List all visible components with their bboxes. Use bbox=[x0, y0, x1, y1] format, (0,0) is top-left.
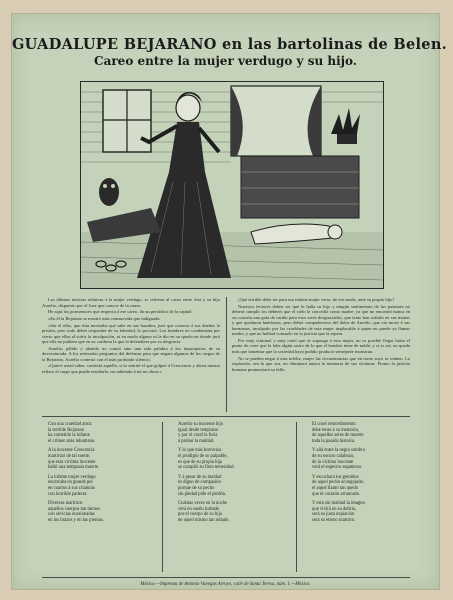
verse-column-2 bbox=[178, 422, 288, 528]
verse-line: es que de su propia hija bbox=[178, 459, 223, 465]
broadside-title: GUADALUPE BEJARANO en las bartolinas de Belen. bbox=[12, 36, 448, 53]
verse-column-1 bbox=[48, 422, 158, 528]
verse-line: halló una temprana muerte. bbox=[48, 465, 100, 471]
verse-line: la terrible Bejarano bbox=[48, 427, 85, 433]
verse-line: encerraba en grande pie bbox=[48, 480, 93, 486]
verse-line: que el corazón arrancado. bbox=[312, 491, 361, 497]
prose-paragraph: No se pueden negar á esta infeliz, mujer las circunstancias que en torno suyo se reúnen. La expiación, sea la que sea, no eliminará nunca la memoria de sus víctimas. Pronto la justicia humana pronunciará su fallo. bbox=[232, 355, 410, 372]
verse-line: sin piedad pide el perdón. bbox=[178, 491, 227, 497]
verse-stanza bbox=[312, 475, 422, 497]
verse-line: debe tener á su memoria, bbox=[312, 427, 359, 433]
verse-line: que vivirá en su delirio, bbox=[312, 506, 357, 512]
verse-line: Y esta sin maldad la imagen bbox=[312, 501, 365, 507]
verse-line: verá en sueño turbado bbox=[178, 506, 220, 512]
verse-line: de la víctima inocente bbox=[312, 459, 354, 465]
verse-line: Y lo que más horroriza bbox=[178, 448, 222, 454]
prose-paragraph: Aurelio, pálido y abatido no comió sino una sola palabra á los improperios de su desventurada. A los reiterados preguntos del defensor para que negara algunos de los cargos de la Bejarano, Aurelio contestó con el más profundo silencio. bbox=[42, 345, 220, 362]
verse-line: toda la pasada historia. bbox=[312, 438, 355, 444]
verse-line: el crimen más inhumano. bbox=[48, 438, 96, 444]
verse-line: el aquel llanto tan quedo bbox=[312, 485, 359, 491]
verse-stanza bbox=[48, 475, 158, 497]
verse-line: Y allá entre la negra sombra bbox=[312, 448, 365, 454]
verse-line: Y á pesar de su maldad bbox=[178, 474, 222, 480]
verse-line: á probar la maldad. bbox=[178, 438, 215, 444]
prose-paragraph: ¡Qué terrible debe ser para esa infame mujer verse, de ese modo, ante su propio hijo! bbox=[238, 297, 394, 302]
imprint-footer: México.—Imprenta de Antonio Vanegas Arroyo, calle de Santa Teresa, núm. 1.—México. bbox=[140, 582, 311, 587]
verse-line: Aurelio su inocente hijo bbox=[178, 422, 224, 427]
verse-line: el prodigio de su palpable, bbox=[178, 453, 228, 459]
verse-line: y por el cruel la furia bbox=[178, 433, 218, 439]
verse-stanza bbox=[178, 422, 288, 444]
prose-paragraph: Nuestros lectores deben ser que le halla su hijo y ningún sentimiento de las pasiones no deberá cumplir los deberes que el cielo le concedió como madre; ya que no encontró nunca en su corazón una gota de cariño para esos seres desgraciados, que tanto han sufrido en sus manos y que quedaron huérfanos, pero debió compadecerse del dolor de Aurelio, que vio morir á sus hermanas, inculpado por las crueldades de esta mujer implacable á quien no puede ya llamar madre, y que no hallará consuelo en la justicia que la espera. bbox=[232, 303, 410, 337]
verse-line: que esta víctima inocente bbox=[48, 459, 96, 465]
prose-paragraph: «Quiere usted saber, contestó aquella, si lo sentiré el que golpeó á Crescencia y ahora mismo refiero el cargo que puede resultarle, no sabiendo á mí no obras.» bbox=[42, 363, 220, 374]
verse-line: ha cometido la infame bbox=[48, 433, 90, 439]
verse-line: se cumplió su fiera temeridad. bbox=[178, 465, 235, 471]
column-divider bbox=[226, 297, 227, 412]
prose-column-left bbox=[42, 297, 220, 376]
prose-paragraph: He aquí los pormenores que respecto á ese careo, da un periódico de la capital: bbox=[48, 309, 193, 315]
verse-line: con sevicias ocasionadas bbox=[48, 512, 95, 518]
verse-line: Diversas martirios bbox=[48, 501, 83, 507]
footer-rule bbox=[42, 577, 410, 578]
verse-line: en los brazos y en las piernas. bbox=[48, 517, 104, 523]
column-divider bbox=[162, 422, 163, 572]
verse-line: de aquel pecho acongojado, bbox=[312, 480, 365, 486]
verse-stanza bbox=[48, 501, 158, 523]
engraving-woman-with-lamp-and-dead-child-icon bbox=[81, 82, 383, 288]
verse-stanza bbox=[178, 448, 288, 470]
verse-line: La infame mujer verdugo bbox=[48, 474, 96, 480]
broadside-subtitle: Careo entre la mujer verdugo y su hijo. bbox=[94, 54, 357, 68]
verse-stanza bbox=[178, 475, 288, 497]
prose-paragraph: Las últimas noticias relativas á la mujer verdugo, se refieren al careo entre ésta y su hijo Aurelio, dispuesto por el Juez que conoce de la causa. bbox=[42, 297, 220, 308]
column-divider bbox=[296, 422, 297, 572]
verse-line: será su eterno martirio. bbox=[312, 517, 356, 523]
section-rule bbox=[42, 416, 410, 417]
verse-line: porque de su pecho bbox=[178, 485, 215, 491]
engraving-illustration bbox=[80, 81, 384, 289]
prose-paragraph: Por muy criminal y muy cruel que se suponga á esta mujer, no es posible llegar hasta el punto de creer que la falte algún rastro de lo que el hombre tiene de noble; y si es así, no queda más que lamentar que la sociedad haya podido producir semejante monstruo. bbox=[232, 337, 410, 354]
verse-stanza bbox=[178, 501, 288, 523]
verse-line: con horrible padecer. bbox=[48, 491, 88, 497]
verse-line: de su oscuro calabozo, bbox=[312, 453, 355, 459]
verse-stanza bbox=[312, 501, 422, 523]
verse-line: de aquellos seres de muerte bbox=[312, 433, 364, 439]
verse-line: Cuántas veces en la noche bbox=[178, 501, 228, 507]
verse-line: martirizó de tal suerte, bbox=[48, 453, 91, 459]
prose-paragraph: «Sin el ódio, que ésta mostraba que sabe en sus hazaños, juró que conocía á sus dueños la prisión, pero todo debió responder de su falsedad, lo procuró. Los hombres no condenarán por cierto que ellas al sufrir la inculpación, ni en modo alguno ni la dio en su quedo en donde juró que ella no pudiera que en su cariñosa la que la defendiera por su desgracia. bbox=[42, 322, 220, 345]
verse-line: igual desde temprano bbox=[178, 427, 219, 433]
verse-line: será su justa expiación bbox=[312, 512, 355, 518]
verse-line: El cruel remordimiento bbox=[312, 422, 356, 427]
prose-paragraph: «En él la Bejarano se mostró más commovida que indignada. bbox=[48, 315, 161, 321]
verse-line: verá el espectro espantoso. bbox=[312, 465, 363, 471]
verse-line: por el cuerpo de su hija bbox=[178, 512, 222, 518]
verse-stanza bbox=[48, 422, 158, 444]
verse-stanza bbox=[312, 448, 422, 470]
verse-line: en cuartos á sus criaturas bbox=[48, 485, 95, 491]
verse-line: A la inocente Crescencia bbox=[48, 448, 95, 454]
verse-line: de aquel mismo tan odiado. bbox=[178, 517, 230, 523]
broadside-sheet bbox=[12, 14, 448, 589]
verse-line: Con una crueldad atroz bbox=[48, 422, 92, 427]
verse-column-3 bbox=[312, 422, 422, 528]
verse-line: Y escuchará los gemidos bbox=[312, 474, 359, 480]
prose-column-right bbox=[232, 297, 410, 373]
verse-line: es digno de compasión bbox=[178, 480, 221, 486]
verse-stanza bbox=[48, 448, 158, 470]
verse-line: aquellos cuerpos tan tiernos bbox=[48, 506, 101, 512]
verse-stanza bbox=[312, 422, 422, 444]
